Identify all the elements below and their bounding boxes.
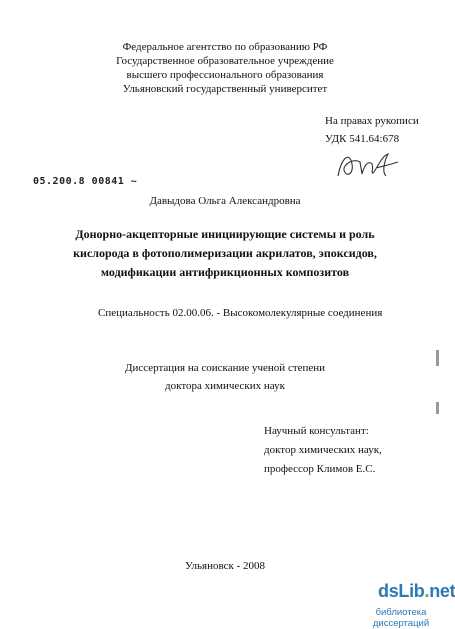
rights-label: На правах рукописи [325, 115, 419, 127]
title-line-2: кислорода в фотополимеризации акрилатов, эпоксидов, [73, 246, 377, 260]
specialty: Специальность 02.00.06. - Высокомолекулярные соединения [98, 307, 383, 319]
watermark-logo-main: dsLib [378, 581, 425, 601]
registration-stamp: 05.200.8 00841 ~ [33, 176, 138, 187]
signature [332, 146, 402, 186]
author-name: Давыдова Ольга Александровна [149, 195, 301, 207]
scan-mark [436, 402, 439, 414]
watermark-logo-tld: net [429, 581, 455, 601]
title-line-3: модификации антифрикционных композитов [100, 265, 350, 279]
watermark-logo [378, 581, 455, 602]
title-line-1: Донорно-акцепторные инициирующие системы и роль [75, 227, 375, 241]
dissertation-line-2: доктора химических наук [165, 380, 285, 392]
dissertation-line-1: Диссертация на соискание ученой степени [124, 362, 326, 374]
watermark[interactable] [352, 580, 455, 629]
city-year: Ульяновск - 2008 [184, 560, 266, 572]
header-line-1: Федеральное агентство по образованию РФ [122, 41, 328, 53]
watermark-logo-dot: . [424, 581, 430, 601]
consultant-line-2: доктор химических наук, [264, 444, 382, 456]
watermark-subtitle: библиотека диссертаций [372, 607, 430, 629]
consultant-line-1: Научный консультант: [264, 425, 369, 437]
consultant-line-3: профессор Климов Е.С. [264, 463, 376, 475]
udc-code: УДК 541.64:678 [325, 133, 400, 145]
header-line-3: высшего профессионального образования [126, 69, 324, 81]
scan-mark [436, 350, 439, 366]
header-line-2: Государственное образовательное учреждение [116, 55, 334, 67]
header-line-4: Ульяновский государственный университет [122, 83, 328, 95]
